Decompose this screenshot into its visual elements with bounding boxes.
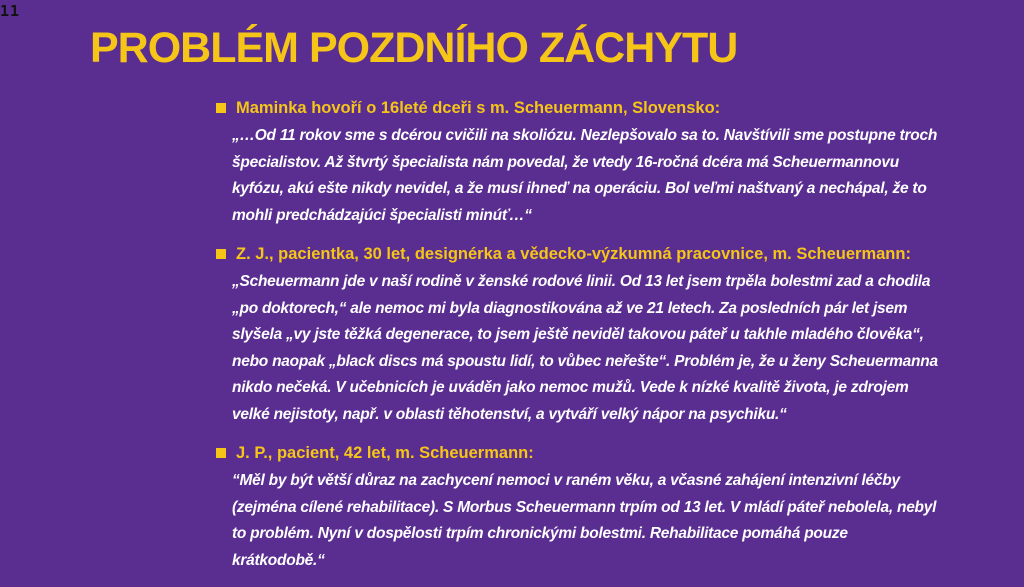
testimonial-item bbox=[216, 96, 941, 229]
slide-number: 11 bbox=[0, 2, 21, 20]
testimonial-heading-text: J. P., pacient, 42 let, m. Scheuermann: bbox=[236, 443, 534, 462]
slide-title: PROBLÉM POZDNÍHO ZÁCHYTU bbox=[90, 24, 738, 72]
testimonial-heading-text: Maminka hovoří o 16leté dceři s m. Scheuermann, Slovensko: bbox=[236, 98, 721, 117]
testimonial-quote: “Měl by být větší důraz na zachycení nemoci v raném věku, a včasné zahájení intenzivní léčby (zejména cílené rehabilitace). S Morbus Scheuermann trpím od 13 let. V mládí páteř nebolela, nebyl to problém. Nyní v dospělosti trpím chronickými bolestmi. Rehabilitace pomáhá pouze krátkodobě.“ bbox=[232, 472, 937, 569]
square-bullet-icon bbox=[216, 249, 226, 259]
testimonial-item bbox=[216, 441, 941, 574]
testimonial-heading-text: Z. J., pacientka, 30 let, designérka a vědecko-výzkumná pracovnice, m. Scheuermann: bbox=[236, 244, 911, 263]
testimonial-item bbox=[216, 242, 941, 428]
testimonial-quote: „Scheuermann jde v naší rodině v ženské rodové linii. Od 13 let jsem trpěla bolestmi zad a chodila „po doktorech,“ ale nemoc mi byla diagnostikována až ve 21 letech. Za posledních pár let jsem slyšela „vy jste těžká degenerace, to jsem ještě neviděl takovou páteř u takhle mladého člověka“, nebo naopak „black discs má spoustu lidí, to vůbec neřešte“. Problém je, že u ženy Scheuermanna nikdo nečeká. V učebnicích je uváděn jako nemoc mužů. Vede k nízké kvalitě života, je zdrojem velké nejistoty, např. v oblasti těhotenství, a vytváří velký nápor na psychiku.“ bbox=[232, 273, 938, 423]
testimonial-list bbox=[216, 96, 941, 587]
square-bullet-icon bbox=[216, 103, 226, 113]
testimonial-heading bbox=[216, 242, 941, 266]
testimonial-heading bbox=[216, 441, 941, 465]
testimonial-heading bbox=[216, 96, 941, 120]
testimonial-quote: „…Od 11 rokov sme s dcérou cvičili na skoliózu. Nezlepšovalo sa to. Navštívili sme postupne troch špecialistov. Až štvrtý špecialista nám povedal, že vtedy 16-ročná dcéra má Scheuermannovu kyfózu, akú ešte nikdy nevidel, a že musí ihneď na operáciu. Bol veľmi naštvaný a nechápal, že to mohli predchádzajúci špecialisti minúť…“ bbox=[232, 127, 938, 224]
square-bullet-icon bbox=[216, 448, 226, 458]
